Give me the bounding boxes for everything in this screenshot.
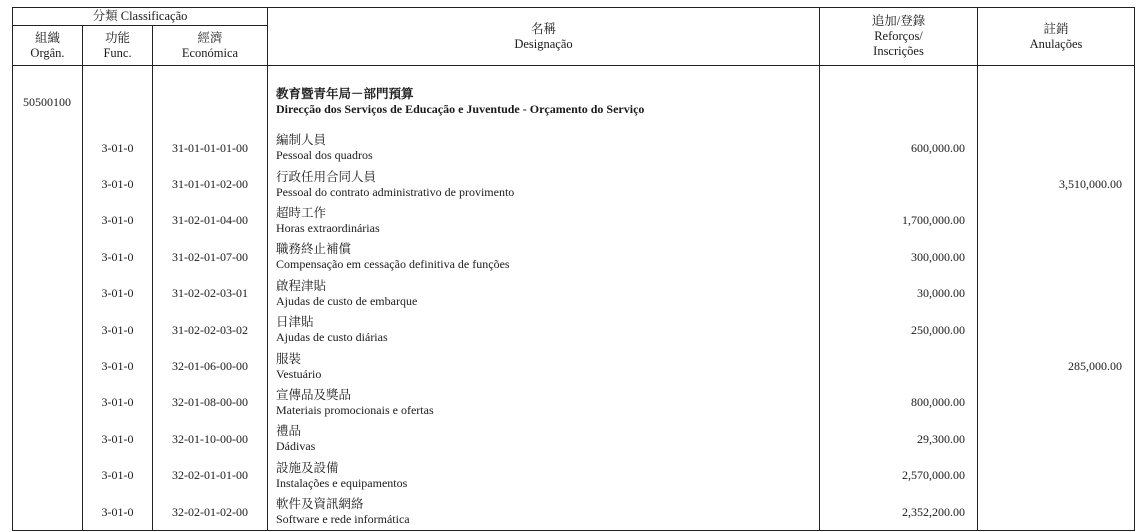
anulacao-amount bbox=[978, 312, 1135, 348]
reforco-amount: 600,000.00 bbox=[820, 130, 978, 166]
reforco-amount: 30,000.00 bbox=[820, 276, 978, 312]
econ-header-zh: 經濟 bbox=[197, 30, 223, 45]
designation-zh: 設施及設備 bbox=[276, 460, 339, 475]
designation-zh: 軟件及資訊網絡 bbox=[276, 497, 364, 512]
econ-code: 32-01-10-00-00 bbox=[153, 421, 268, 457]
designation-header-pt: Designação bbox=[514, 36, 573, 51]
designation-header-zh: 名稱 bbox=[530, 21, 556, 36]
func-header bbox=[83, 26, 153, 66]
designation-pt: Ajudas de custo diárias bbox=[276, 330, 388, 345]
reforco-amount bbox=[820, 166, 978, 202]
reforco-amount: 2,570,000.00 bbox=[820, 458, 978, 494]
econ-code: 32-01-08-00-00 bbox=[153, 385, 268, 421]
designation-cell bbox=[268, 130, 820, 166]
table-row bbox=[13, 312, 1135, 348]
designation-pt: Software e rede informática bbox=[276, 512, 410, 527]
designation-pt: Dádivas bbox=[276, 439, 316, 454]
func-header-pt: Func. bbox=[103, 45, 132, 60]
func-code: 3-01-0 bbox=[83, 130, 153, 166]
designation-cell bbox=[268, 203, 820, 239]
func-code: 3-01-0 bbox=[83, 421, 153, 457]
designation-zh: 編制人員 bbox=[276, 133, 327, 148]
budget-body bbox=[13, 66, 1135, 531]
func-code: 3-01-0 bbox=[83, 166, 153, 202]
org-cell bbox=[13, 130, 83, 166]
anulacoes-header bbox=[978, 8, 1135, 66]
org-row bbox=[13, 74, 1135, 130]
anulacao-amount: 3,510,000.00 bbox=[978, 166, 1135, 202]
designation-zh: 宣傳品及獎品 bbox=[276, 387, 352, 402]
reforco-amount: 800,000.00 bbox=[820, 385, 978, 421]
table-row bbox=[13, 458, 1135, 494]
org-code: 50500100 bbox=[13, 74, 83, 130]
designation-cell bbox=[268, 421, 820, 457]
econ-code: 31-02-01-07-00 bbox=[153, 239, 268, 275]
func-code: 3-01-0 bbox=[83, 239, 153, 275]
econ-code: 31-02-02-03-01 bbox=[153, 276, 268, 312]
org-header-pt: Orgân. bbox=[30, 45, 65, 60]
designation-cell bbox=[268, 276, 820, 312]
reforco-amount: 29,300.00 bbox=[820, 421, 978, 457]
econ-code: 31-01-01-01-00 bbox=[153, 130, 268, 166]
anulacoes-header-zh: 註銷 bbox=[1043, 21, 1069, 36]
func-header-zh: 功能 bbox=[104, 30, 130, 45]
org-cell bbox=[13, 348, 83, 384]
org-name-zh: 教育暨青年局－部門預算 bbox=[276, 87, 414, 101]
func-code: 3-01-0 bbox=[83, 458, 153, 494]
reforco-amount: 300,000.00 bbox=[820, 239, 978, 275]
table-row bbox=[13, 494, 1135, 531]
designation-cell bbox=[268, 348, 820, 384]
func-code: 3-01-0 bbox=[83, 348, 153, 384]
econ-code: 32-02-01-02-00 bbox=[153, 494, 268, 531]
designation-zh: 職務終止補償 bbox=[276, 242, 352, 257]
econ-header-pt: Económica bbox=[181, 45, 239, 60]
reforcos-header-zh: 追加/登錄 bbox=[871, 14, 926, 28]
reforco-amount: 2,352,200.00 bbox=[820, 494, 978, 531]
anulacao-amount bbox=[978, 203, 1135, 239]
org-name-pt: Direcção dos Serviços de Educação e Juventude - Orçamento do Serviço bbox=[276, 102, 645, 116]
designation-pt: Instalações e equipamentos bbox=[276, 475, 408, 490]
org-header-zh: 組織 bbox=[34, 30, 60, 45]
designation-cell bbox=[268, 494, 820, 531]
table-row bbox=[13, 239, 1135, 275]
econ-code: 31-02-01-04-00 bbox=[153, 203, 268, 239]
designation-pt: Ajudas de custo de embarque bbox=[276, 293, 418, 308]
org-cell bbox=[13, 494, 83, 531]
designation-pt: Horas extraordinárias bbox=[276, 220, 380, 235]
anulacao-amount: 285,000.00 bbox=[978, 348, 1135, 384]
org-cell bbox=[13, 203, 83, 239]
designation-cell bbox=[268, 166, 820, 202]
func-code: 3-01-0 bbox=[83, 385, 153, 421]
org-header bbox=[13, 26, 83, 66]
reforcos-header-pt2: Inscrições bbox=[873, 44, 924, 58]
reforco-amount bbox=[820, 348, 978, 384]
econ-header bbox=[153, 26, 268, 66]
designation-zh: 啟程津貼 bbox=[276, 278, 327, 293]
func-code: 3-01-0 bbox=[83, 494, 153, 531]
reforco-amount: 1,700,000.00 bbox=[820, 203, 978, 239]
classification-header: 分類 Classificação bbox=[13, 8, 268, 26]
designation-cell bbox=[268, 239, 820, 275]
designation-pt: Materiais promocionais e ofertas bbox=[276, 402, 434, 417]
reforcos-header bbox=[820, 8, 978, 66]
anulacao-amount bbox=[978, 421, 1135, 457]
anulacao-amount bbox=[978, 458, 1135, 494]
econ-code: 32-01-06-00-00 bbox=[153, 348, 268, 384]
org-cell bbox=[13, 385, 83, 421]
org-cell bbox=[13, 421, 83, 457]
anulacoes-header-pt: Anulações bbox=[1029, 36, 1083, 51]
table-row bbox=[13, 385, 1135, 421]
reforco-amount: 250,000.00 bbox=[820, 312, 978, 348]
designation-zh: 服裝 bbox=[276, 351, 302, 366]
designation-zh: 日津貼 bbox=[276, 315, 314, 330]
econ-code: 31-01-01-02-00 bbox=[153, 166, 268, 202]
org-cell bbox=[13, 276, 83, 312]
org-cell bbox=[13, 312, 83, 348]
org-cell bbox=[13, 239, 83, 275]
designation-zh: 禮品 bbox=[276, 424, 302, 439]
table-row bbox=[13, 130, 1135, 166]
anulacao-amount bbox=[978, 130, 1135, 166]
reforcos-header-pt1: Reforços/ bbox=[874, 29, 923, 43]
org-cell bbox=[13, 166, 83, 202]
designation-pt: Vestuário bbox=[276, 366, 322, 381]
designation-zh: 超時工作 bbox=[276, 205, 327, 220]
designation-cell bbox=[268, 385, 820, 421]
anulacao-amount bbox=[978, 494, 1135, 531]
table-row bbox=[13, 276, 1135, 312]
func-code: 3-01-0 bbox=[83, 312, 153, 348]
designation-cell bbox=[268, 458, 820, 494]
table-row bbox=[13, 166, 1135, 202]
econ-code: 32-02-01-01-00 bbox=[153, 458, 268, 494]
org-cell bbox=[13, 458, 83, 494]
anulacao-amount bbox=[978, 276, 1135, 312]
designation-pt: Pessoal do contrato administrativo de provimento bbox=[276, 184, 515, 199]
designation-zh: 行政任用合同人員 bbox=[276, 169, 377, 184]
table-row bbox=[13, 421, 1135, 457]
econ-code: 31-02-02-03-02 bbox=[153, 312, 268, 348]
designation-pt: Pessoal dos quadros bbox=[276, 148, 373, 163]
anulacao-amount bbox=[978, 239, 1135, 275]
designation-cell bbox=[268, 312, 820, 348]
table-row bbox=[13, 203, 1135, 239]
func-code: 3-01-0 bbox=[83, 276, 153, 312]
designation-pt: Compensação em cessação definitiva de funções bbox=[276, 257, 510, 272]
anulacao-amount bbox=[978, 385, 1135, 421]
func-code: 3-01-0 bbox=[83, 203, 153, 239]
org-designation bbox=[268, 74, 820, 130]
table-row bbox=[13, 348, 1135, 384]
budget-table bbox=[12, 7, 1135, 531]
designation-header bbox=[268, 8, 820, 66]
